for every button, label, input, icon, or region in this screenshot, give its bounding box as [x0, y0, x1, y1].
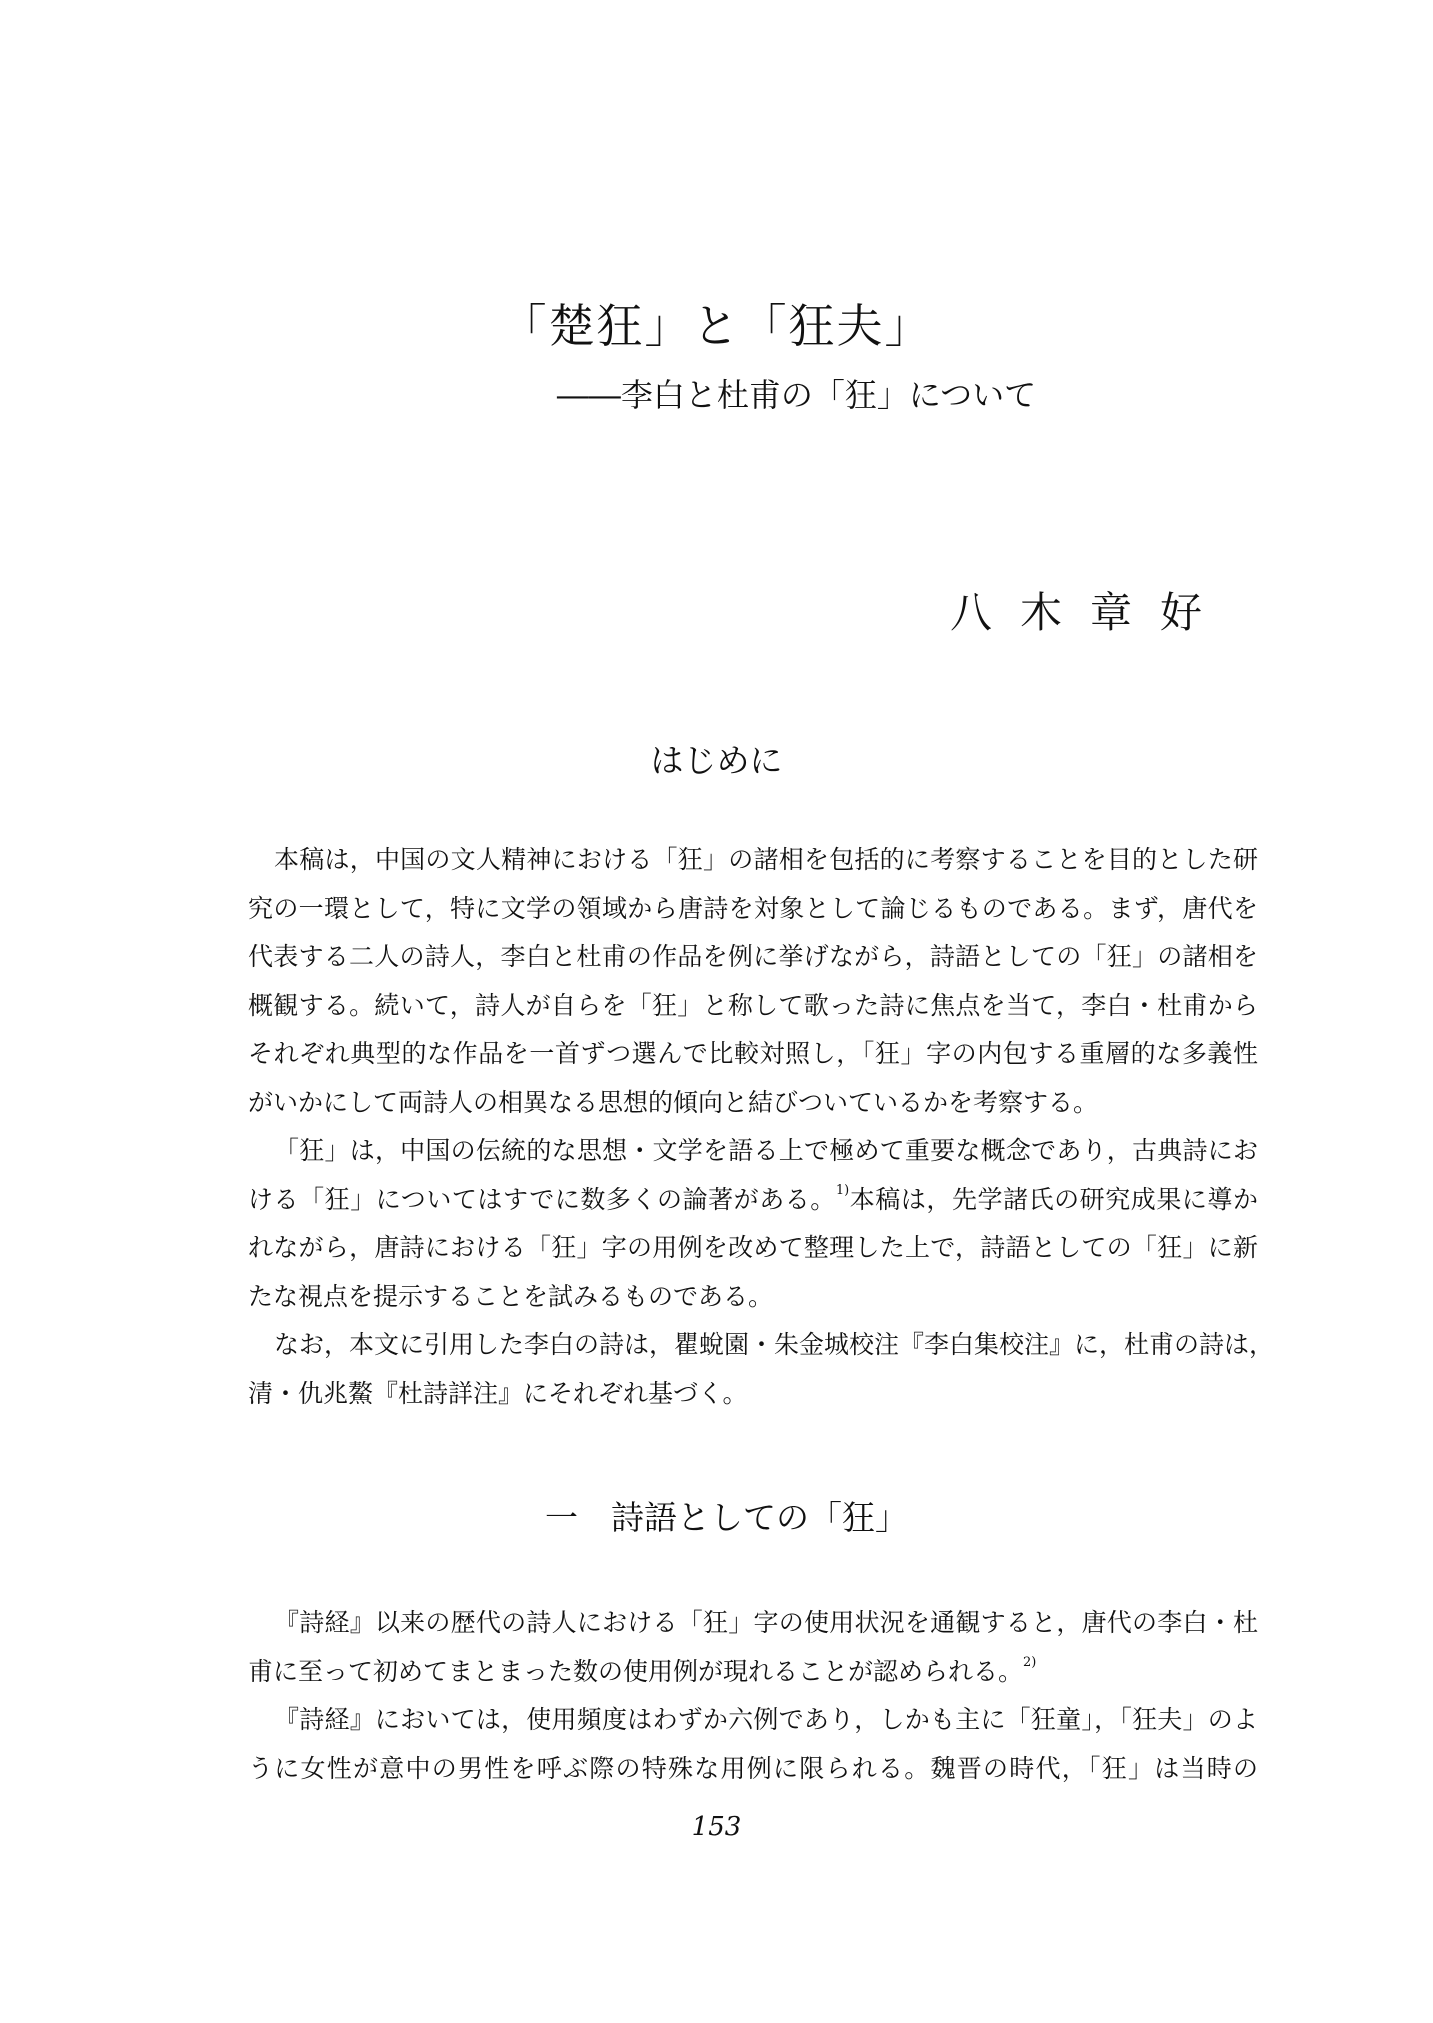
text-span: 甫に至って初めてまとまった数の使用例が現れることが認められる。 — [248, 1656, 1024, 1686]
page-number: 153 — [691, 1812, 742, 1842]
text-line: うに女性が意中の男性を呼ぶ際の特殊な用例に限られる。魏晋の時代，「狂」は当時の — [248, 1753, 1258, 1783]
text-line: それぞれ典型的な作品を一首ずつ選んで比較対照し，「狂」字の内包する重層的な多義性 — [248, 1039, 1258, 1068]
text-line: 清・仇兆鰲『杜詩詳注』にそれぞれ基づく。 — [248, 1378, 748, 1408]
text-line: たな視点を提示することを試みるものである。 — [248, 1281, 774, 1311]
text-line: 代表する二人の詩人，李白と杜甫の作品を例に挙げながら，詩語としての「狂」の諸相を — [248, 942, 1258, 971]
text-line: 「狂」は，中国の伝統的な思想・文学を語る上で極めて重要な概念であり，古典詩にお — [274, 1136, 1258, 1165]
paper-subtitle: ――李白と杜甫の「狂」について — [556, 376, 1037, 414]
text-line: がいかにして両詩人の相異なる思想的傾向と結びついているかを考察する。 — [248, 1087, 1099, 1117]
section-heading-1: 一 詩語としての「狂」 — [545, 1498, 908, 1537]
text-line: 概観する。続いて，詩人が自らを「狂」と称して歌った詩に焦点を当て，李白・杜甫から — [248, 990, 1258, 1020]
text-line: 本稿は，中国の文人精神における「狂」の諸相を包括的に考察することを目的とした研 — [274, 845, 1258, 874]
text-line: れながら，唐詩における「狂」字の用例を改めて整理した上で，詩語としての「狂」に新 — [248, 1233, 1258, 1262]
text-line: 『詩経』以来の歴代の詩人における「狂」字の使用状況を通観すると，唐代の李白・杜 — [274, 1608, 1258, 1637]
text-line-with-footnote — [248, 1648, 1258, 1697]
section-1-body — [248, 1599, 1258, 1793]
footnote-ref-2[interactable]: 2) — [1023, 1654, 1037, 1670]
paper-title: 「楚狂」と「狂夫」 — [500, 299, 933, 353]
text-span: 本稿は，先学諸氏の研究成果に導か — [849, 1184, 1258, 1214]
section-heading-intro: はじめに — [650, 741, 783, 780]
footnote-ref-1[interactable]: 1) — [835, 1182, 850, 1198]
text-line: なお，本文に引用した李白の詩は，瞿蛻園・朱金城校注『李白集校注』に，杜甫の詩は， — [274, 1330, 1275, 1359]
text-span: ける「狂」についてはすでに数多くの論著がある。 — [248, 1184, 836, 1214]
author-name: 八木章好 — [950, 588, 1231, 637]
text-line-with-footnote — [248, 1176, 1258, 1225]
text-line: 『詩経』においては，使用頻度はわずか六例であり，しかも主に「狂童」，「狂夫」のよ — [274, 1705, 1258, 1734]
text-line: 究の一環として，特に文学の領域から唐詩を対象として論じるものである。まず，唐代を — [248, 893, 1258, 923]
section-intro-body — [248, 836, 1275, 1418]
